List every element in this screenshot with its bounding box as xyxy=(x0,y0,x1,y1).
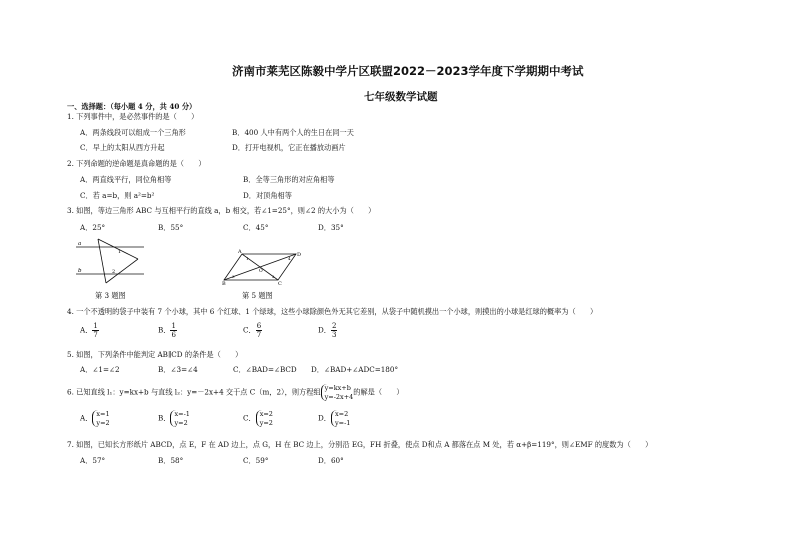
q2-stem: 2. 下列命题的逆命题是真命题的是（ ） xyxy=(67,159,206,168)
exam-subtitle: 七年级数学试题 xyxy=(364,91,438,103)
fig5-label-O: O xyxy=(259,269,263,274)
q4-option-d: D． $\frac{2}{3}$ xyxy=(318,322,337,339)
figure-3-caption: 第 3 题图 xyxy=(95,291,126,300)
q5-option-a: A．∠1=∠2 xyxy=(80,365,120,374)
q6-equation-system: y=kx+b y=-2x+4 xyxy=(321,384,354,401)
q6-option-d: D． x=2 y=-1 xyxy=(318,410,351,427)
fig5-label-B: B xyxy=(222,281,226,286)
fig3-label-a: a xyxy=(78,241,82,247)
q5-stem: 5. 如图，下列条件中能判定 AB∥CD 的条件是（ ） xyxy=(67,350,243,359)
fig3-label-b: b xyxy=(78,268,82,274)
q2-option-d: D．对顶角相等 xyxy=(243,191,292,200)
q5-option-c: C．∠BAD=∠BCD xyxy=(233,365,297,374)
q2-option-b: B．全等三角形的对应角相等 xyxy=(243,175,335,184)
q6-option-c: C． x=2 y=2 xyxy=(243,410,273,427)
q6-option-a: A． x=1 y=2 xyxy=(80,410,110,427)
q2-option-c: C．若 a=b，则 a²=b² xyxy=(80,191,155,200)
q4-stem: 4. 一个不透明的袋子中装有 7 个小球，其中 6 个红球、1 个绿球，这些小球除颜色外无其它差别，从袋子中随机摸出一个小球，则摸出的小球是红球的概率为（ ） xyxy=(67,307,598,316)
fig5-label-C: C xyxy=(278,281,282,286)
fig5-angle-1: 1 xyxy=(246,256,249,261)
q4-option-b: B． $\frac{1}{6}$ xyxy=(158,322,176,339)
fig3-angle-2: 2 xyxy=(112,269,116,275)
fig5-angle-2: 2 xyxy=(272,274,275,279)
exam-title: 济南市莱芜区陈毅中学片区联盟2022－2023学年度下学期期中考试 xyxy=(232,64,584,78)
fig5-angle-4: 4 xyxy=(288,256,291,261)
q7-stem: 7. 如图，已知长方形纸片 ABCD，点 E，F 在 AD 边上，点 G，H 在 BC 边上，分别沿 EG，FH 折叠，使点 D和点 A 都落在点 M 处，若 α+β=119°，则∠EMF 的度数为（ ） xyxy=(67,440,653,449)
q1-option-b: B．400 人中有两个人的生日在同一天 xyxy=(232,128,354,137)
q3-option-a: A．25° xyxy=(80,223,106,232)
fig3-angle-1: 1 xyxy=(118,249,122,255)
q6-option-b: B． x=-1 y=2 xyxy=(158,410,190,427)
q1-option-d: D．打开电视机，它正在播放动画片 xyxy=(232,143,346,152)
figure-5-caption: 第 5 题图 xyxy=(242,291,273,300)
section-heading: 一、选择题：（每小题 4 分，共 40 分） xyxy=(67,102,197,111)
fig5-label-D: D xyxy=(297,252,302,258)
q1-stem: 1. 下列事件中，是必然事件的是（ ） xyxy=(67,112,199,121)
q7-option-b: B．58° xyxy=(158,456,184,465)
q1-option-a: A．两条线段可以组成一个三角形 xyxy=(80,128,186,137)
q5-option-d: D．∠BAD+∠ADC=180° xyxy=(311,365,399,374)
q4-option-a: A． $\frac{1}{7}$ xyxy=(80,322,98,339)
q7-option-c: C．59° xyxy=(243,456,269,465)
fig5-angle-3: 3 xyxy=(232,274,235,279)
q5-option-b: B．∠3=∠4 xyxy=(158,365,198,374)
q1-option-c: C．早上的太阳从西方升起 xyxy=(80,143,165,152)
q4-option-c: C． $\frac{6}{7}$ xyxy=(243,322,262,339)
q3-stem: 3. 如图，等边三角形 ABC 与互相平行的直线 a，b 相交，若∠1=25°，则∠2 的大小为（ ） xyxy=(67,206,376,215)
q6-stem: 6. 已知直线 l₁：y=kx+b 与直线 l₂：y=－2x+4 交于点 C（m，2），则方程组 y=kx+b y=-2x+4的解是（ ） xyxy=(67,384,404,401)
q3-option-c: C．45° xyxy=(243,223,269,232)
q2-option-a: A．两直线平行，同位角相等 xyxy=(80,175,172,184)
q7-option-d: D．60° xyxy=(318,456,344,465)
q3-option-d: D．35° xyxy=(318,223,344,232)
fig5-label-A: A xyxy=(238,249,242,255)
figure-5-diagram xyxy=(222,248,302,286)
q7-option-a: A．57° xyxy=(80,456,106,465)
figure-3-diagram xyxy=(74,237,146,285)
q3-option-b: B．55° xyxy=(158,223,184,232)
